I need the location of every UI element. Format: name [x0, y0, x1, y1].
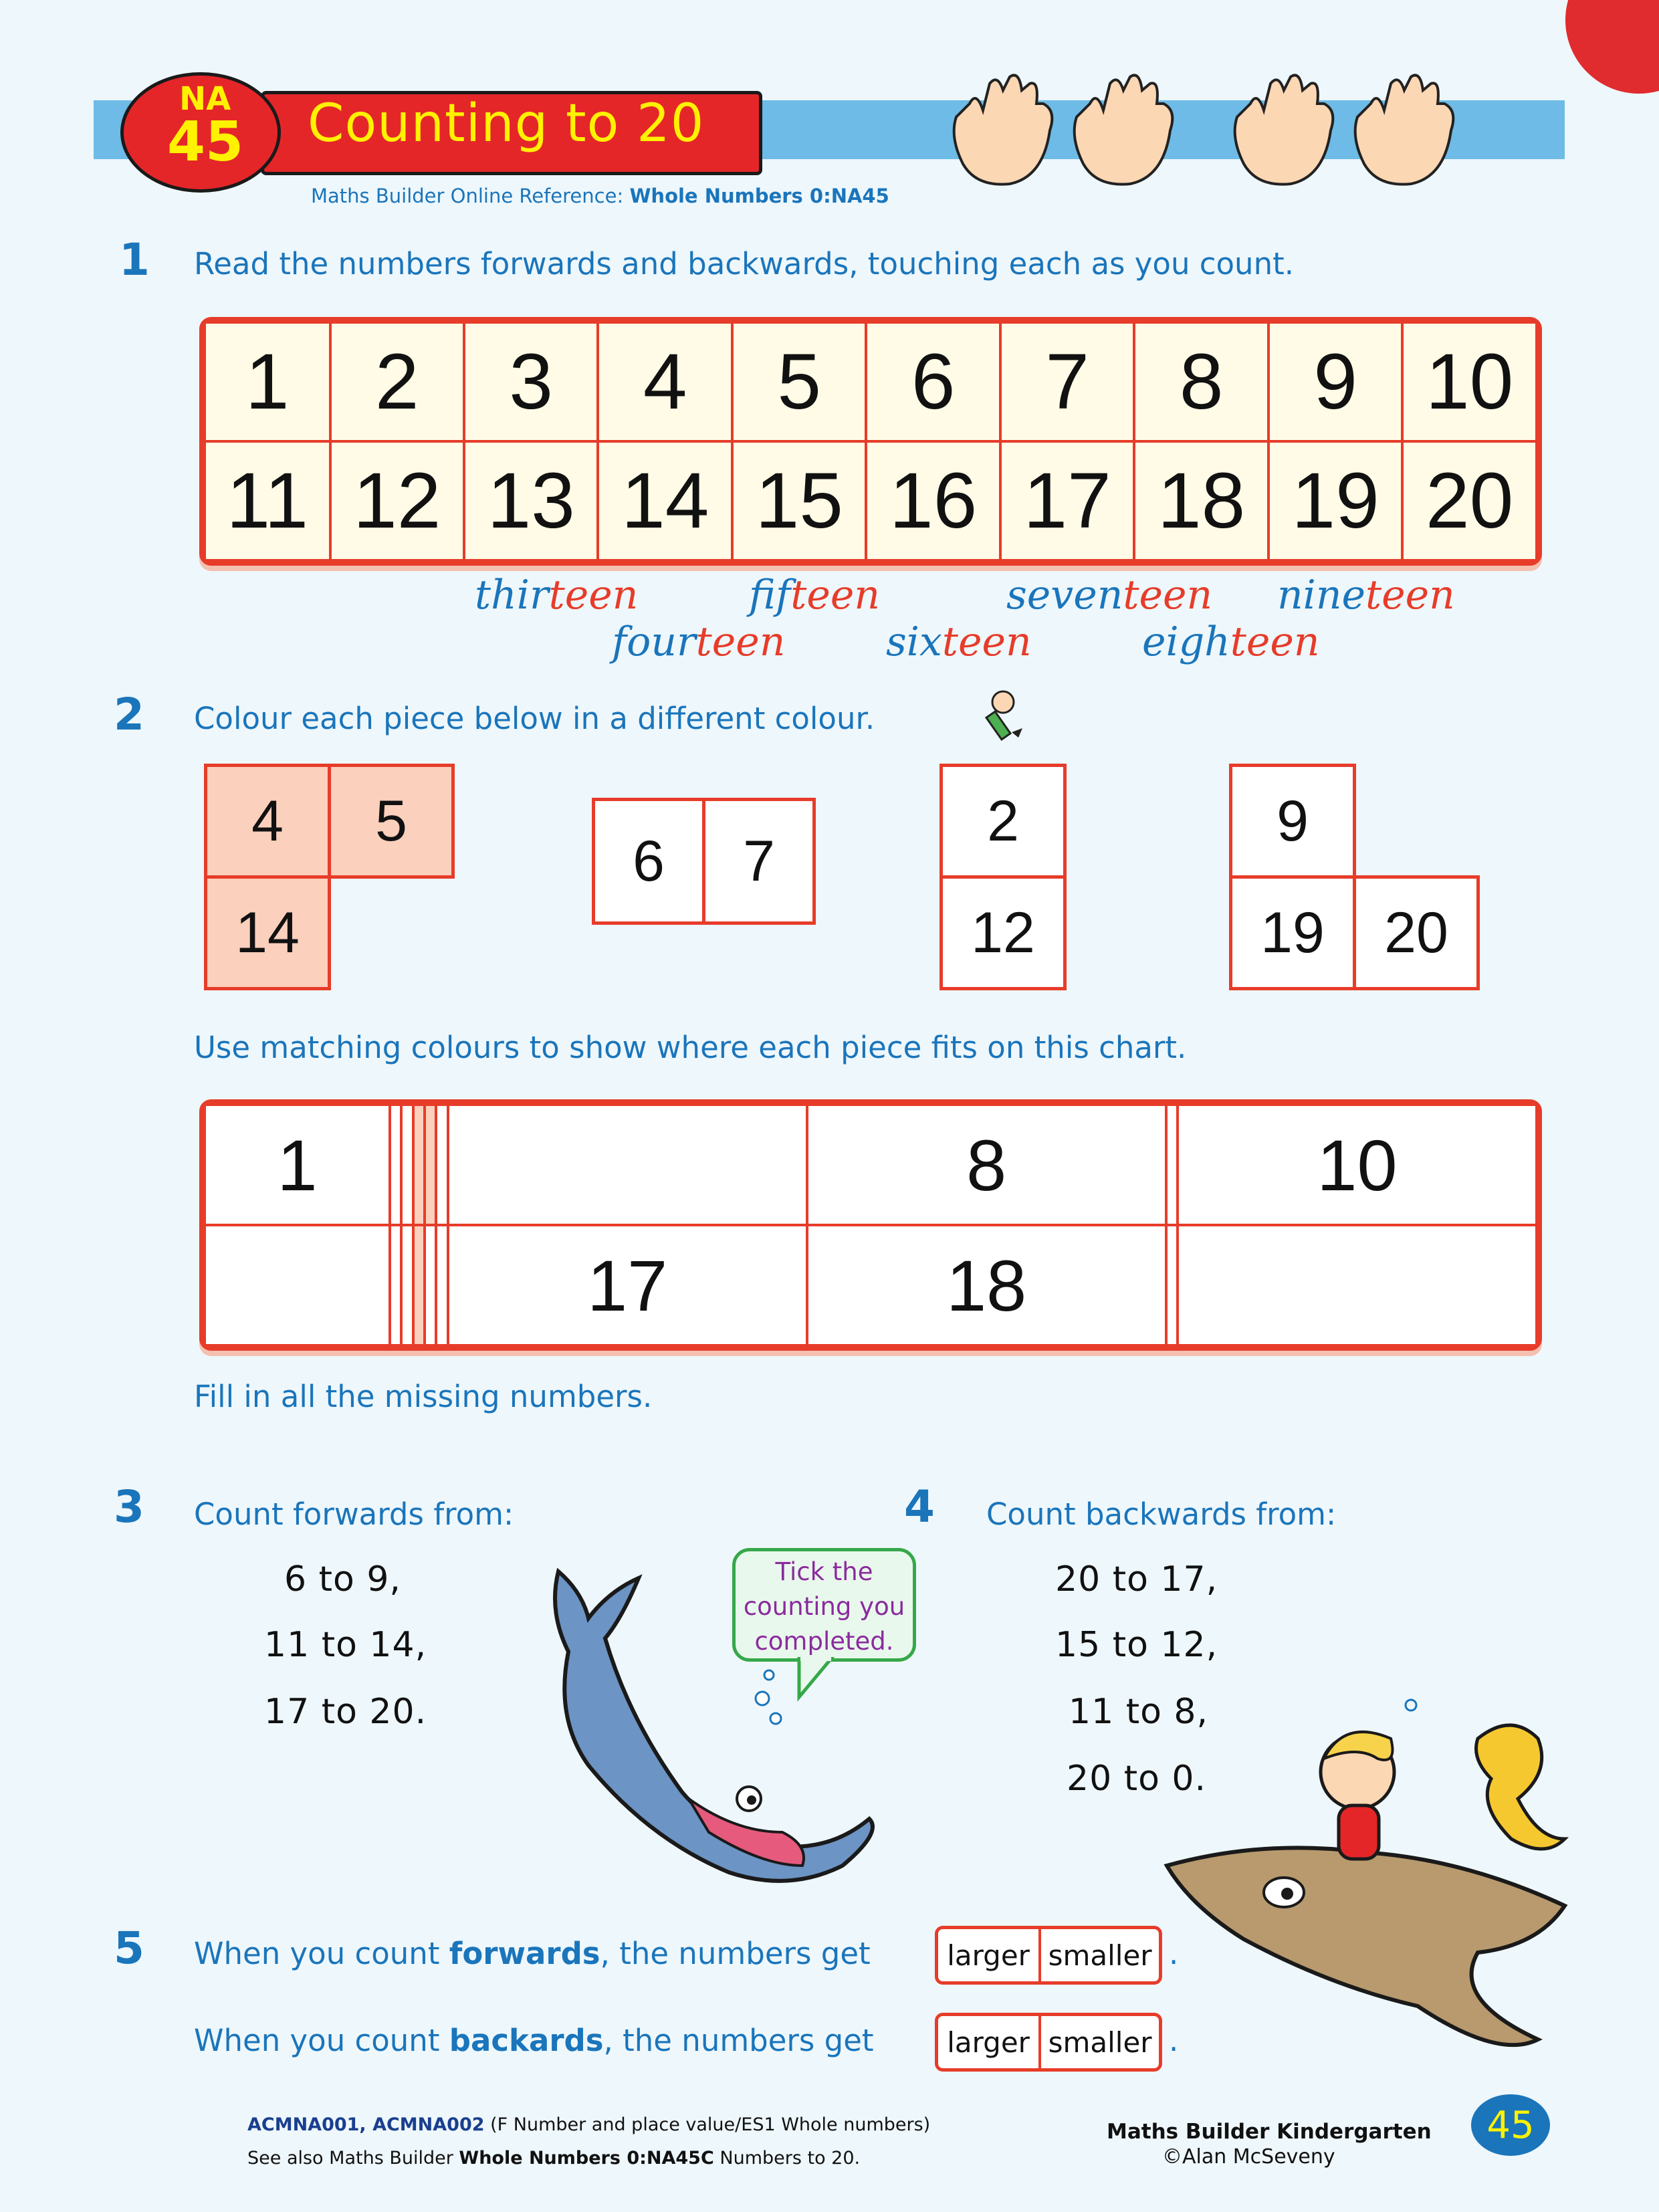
chart-cell[interactable] — [448, 1105, 807, 1225]
word-nineteen: nineteen — [1277, 572, 1455, 619]
q1-instruction: Read the numbers forwards and backwards, touching each as you count. — [194, 246, 1295, 282]
number-cell: 20 — [1402, 441, 1537, 560]
option-smaller[interactable]: smaller — [1048, 2025, 1152, 2059]
backwards-choice — [935, 2013, 1162, 2072]
number-cell: 19 — [1268, 441, 1402, 560]
bubble-tail — [792, 1657, 846, 1704]
number-cell: 3 — [464, 322, 598, 441]
seahorse-illustration — [1391, 1685, 1431, 1725]
piece-d-cell[interactable]: 9 — [1229, 764, 1356, 879]
number-cell: 15 — [732, 441, 866, 560]
fill-in-chart — [199, 1099, 1542, 1351]
number-cell: 4 — [598, 322, 732, 441]
girl-on-stingray-illustration — [1164, 1685, 1578, 2073]
piece-a-cell[interactable]: 14 — [204, 875, 331, 990]
chart-cell[interactable] — [425, 1105, 436, 1225]
badge-number: 45 — [167, 110, 244, 174]
number-cell: 9 — [1268, 322, 1402, 441]
sentence-end: . — [1169, 2023, 1179, 2058]
q2-instruction-2: Use matching colours to show where each piece fits on this chart. — [194, 1030, 1187, 1065]
curriculum-codes: ACMNA001, ACMNA002 (F Number and place value/ES1 Whole numbers) — [247, 2114, 931, 2135]
number-cell: 1 — [205, 322, 330, 441]
chart-cell[interactable]: 17 — [448, 1225, 807, 1345]
hands-illustration — [936, 64, 1458, 197]
chart-cell[interactable]: 1 — [205, 1105, 390, 1225]
corner-tab — [1565, 0, 1659, 94]
question-number-4: 4 — [904, 1481, 935, 1533]
number-cell: 11 — [205, 441, 330, 560]
q2-instruction: Colour each piece below in a different colour. — [194, 701, 875, 736]
page-number: 45 — [1471, 2094, 1550, 2156]
question-number-3: 3 — [114, 1481, 144, 1533]
option-larger[interactable]: larger — [938, 1929, 1041, 1981]
word-seventeen: seventeen — [1006, 572, 1213, 619]
q3-item: 11 to 14, — [264, 1625, 427, 1665]
chart-cell[interactable] — [205, 1225, 390, 1345]
q3-instruction: Count forwards from: — [194, 1497, 514, 1532]
pencil-icon — [973, 685, 1033, 746]
q4-item: 20 to 17, — [1055, 1559, 1218, 1599]
word-fifteen: fifteen — [749, 572, 881, 619]
question-number-5: 5 — [114, 1922, 144, 1974]
piece-b-cell[interactable]: 7 — [702, 798, 816, 925]
q5-line1: When you count forwards, the numbers get — [194, 1936, 871, 1971]
word-eighteen: eighteen — [1142, 619, 1320, 665]
option-larger[interactable]: larger — [938, 2016, 1041, 2068]
chart-cell[interactable] — [390, 1225, 401, 1345]
number-cell: 10 — [1402, 322, 1537, 441]
q5-line2: When you count backards, the numbers get — [194, 2023, 874, 2058]
word-thirteen: thirteen — [475, 572, 639, 619]
number-cell: 8 — [1134, 322, 1268, 441]
copyright: ©Alan McSeveny — [1162, 2145, 1335, 2169]
piece-c-cell[interactable]: 2 — [939, 764, 1067, 879]
chart-cell[interactable] — [401, 1225, 413, 1345]
chart-cell[interactable] — [390, 1105, 401, 1225]
see-also: See also Maths Builder Whole Numbers 0:NA45C Numbers to 20. — [247, 2148, 861, 2169]
speech-bubble-text: Tick the counting you completed. — [743, 1557, 905, 1656]
question-number-1: 1 — [119, 234, 150, 286]
number-cell: 16 — [866, 441, 1000, 560]
question-number-2: 2 — [114, 689, 144, 740]
number-cell: 5 — [732, 322, 866, 441]
number-grid-1-20 — [199, 317, 1542, 566]
chart-cell[interactable] — [413, 1225, 425, 1345]
piece-d-cell[interactable]: 20 — [1353, 875, 1480, 990]
forwards-choice — [935, 1926, 1162, 1985]
chart-cell[interactable]: 8 — [807, 1105, 1166, 1225]
number-cell: 6 — [866, 322, 1000, 441]
piece-d-cell[interactable]: 19 — [1229, 875, 1356, 990]
piece-a-cell[interactable]: 4 — [204, 764, 331, 879]
number-cell: 18 — [1134, 441, 1268, 560]
piece-b-cell[interactable]: 6 — [592, 798, 705, 925]
number-cell: 7 — [1000, 322, 1134, 441]
number-cell: 2 — [330, 322, 464, 441]
number-cell: 12 — [330, 441, 464, 560]
book-title: Maths Builder Kindergarten — [1107, 2120, 1432, 2144]
number-cell: 17 — [1000, 441, 1134, 560]
option-smaller[interactable]: smaller — [1048, 1939, 1152, 1972]
chart-cell[interactable] — [1166, 1225, 1178, 1345]
q4-item: 20 to 0. — [1067, 1759, 1207, 1799]
badge-code: NA — [179, 80, 231, 118]
page-title: Counting to 20 — [308, 94, 705, 154]
chart-cell[interactable]: 18 — [807, 1225, 1166, 1345]
chart-cell[interactable] — [436, 1225, 447, 1345]
number-cell: 14 — [598, 441, 732, 560]
chart-cell[interactable] — [1178, 1225, 1537, 1345]
piece-a-cell[interactable]: 5 — [328, 764, 455, 879]
piece-c-cell[interactable]: 12 — [939, 875, 1067, 990]
chart-cell[interactable] — [436, 1105, 447, 1225]
q4-item: 15 to 12, — [1055, 1625, 1218, 1665]
chart-cell[interactable] — [1166, 1105, 1178, 1225]
chart-cell[interactable] — [401, 1105, 413, 1225]
chart-cell[interactable] — [413, 1105, 425, 1225]
online-reference: Maths Builder Online Reference: Whole Numbers 0:NA45 — [311, 185, 889, 207]
word-fourteen: fourteen — [612, 619, 786, 665]
sentence-end: . — [1169, 1936, 1179, 1971]
word-sixteen: sixteen — [886, 619, 1032, 665]
chart-cell[interactable] — [425, 1225, 436, 1345]
q4-instruction: Count backwards from: — [986, 1497, 1337, 1532]
number-cell: 13 — [464, 441, 598, 560]
q4-item: 11 to 8, — [1069, 1692, 1209, 1732]
q3-item: 6 to 9, — [284, 1559, 401, 1599]
q2-instruction-3: Fill in all the missing numbers. — [194, 1379, 653, 1414]
q3-item: 17 to 20. — [264, 1692, 427, 1732]
chart-cell[interactable]: 10 — [1178, 1105, 1537, 1225]
